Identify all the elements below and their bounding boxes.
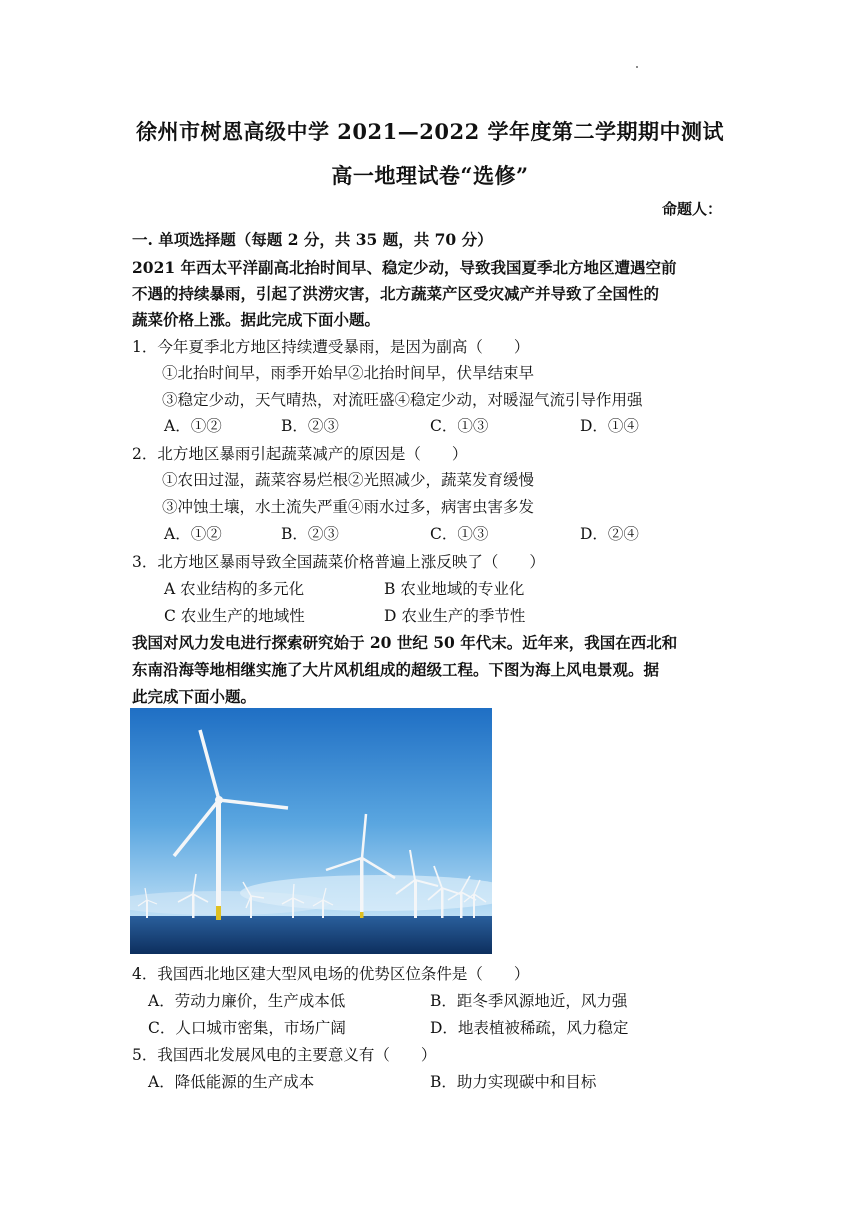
question-5-option-a: A．降低能源的生产成本	[148, 1073, 315, 1091]
question-4-option-b: B．距冬季风源地近，风力强	[430, 992, 628, 1010]
question-2-option-c: C．①③	[430, 525, 489, 543]
question-1-option-d: D．①④	[580, 417, 639, 435]
question-2-option-a: A．①②	[164, 525, 222, 543]
passage1-line: 蔬菜价格上涨。据此完成下面小题。	[132, 310, 381, 329]
question-1-statement: ③稳定少动，天气晴热，对流旺盛④稳定少动，对暖湿气流引导作用强	[162, 391, 643, 409]
question-4-option-d: D．地表植被稀疏，风力稳定	[430, 1019, 629, 1037]
question-3-option-a: A 农业结构的多元化	[164, 580, 305, 598]
question-5-option-b: B．助力实现碳中和目标	[430, 1073, 597, 1091]
passage2-line: 此完成下面小题。	[132, 687, 257, 706]
offshore-wind-farm-photo	[130, 708, 492, 954]
passage1-line: 2021 年西太平洋副高北抬时间早、稳定少动，导致我国夏季北方地区遭遇空前	[132, 258, 677, 277]
question-2-statement: ①农田过湿，蔬菜容易烂根②光照减少，蔬菜发育缓慢	[162, 471, 535, 489]
question-3-option-d: D 农业生产的季节性	[384, 607, 526, 625]
exam-title: 徐州市树恩高级中学 2021—2022 学年度第二学期期中测试	[135, 119, 724, 144]
question-2-option-d: D．②④	[580, 525, 639, 543]
passage2-line: 我国对风力发电进行探索研究始于 20 世纪 50 年代末。近年来，我国在西北和	[132, 633, 678, 652]
passage2-line: 东南沿海等地相继实施了大片风机组成的超级工程。下图为海上风电景观。据	[132, 660, 660, 679]
question-2-option-b: B．②③	[281, 525, 339, 543]
question-2-stem: 2．北方地区暴雨引起蔬菜减产的原因是（ ）	[132, 445, 468, 463]
question-2-statement: ③冲蚀土壤，水土流失严重④雨水过多，病害虫害多发	[162, 498, 535, 516]
question-5-stem: 5．我国西北发展风电的主要意义有（ ）	[132, 1046, 437, 1064]
question-4-stem: 4．我国西北地区建大型风电场的优势区位条件是（ ）	[132, 965, 530, 983]
question-4-option-a: A．劳动力廉价，生产成本低	[148, 992, 346, 1010]
question-4-option-c: C．人口城市密集，市场广阔	[148, 1019, 346, 1037]
question-1-stem: 1．今年夏季北方地区持续遭受暴雨，是因为副高（ ）	[132, 338, 530, 356]
question-1-statement: ①北抬时间早，雨季开始早②北抬时间早，伏旱结束早	[162, 364, 535, 382]
section-heading: 一. 单项选择题（每题 2 分，共 35 题，共 70 分）	[132, 230, 493, 249]
exam-subtitle: 高一地理试卷“选修”	[331, 163, 529, 188]
question-3-stem: 3．北方地区暴雨导致全国蔬菜价格普遍上涨反映了（ ）	[132, 553, 545, 571]
question-3-option-b: B 农业地域的专业化	[384, 580, 525, 598]
stray-dot	[636, 66, 638, 68]
question-1-option-c: C．①③	[430, 417, 489, 435]
question-1-option-b: B．②③	[281, 417, 339, 435]
author-label: 命题人：	[662, 200, 723, 218]
question-3-option-c: C 农业生产的地域性	[164, 607, 305, 625]
passage1-line: 不遇的持续暴雨，引起了洪涝灾害，北方蔬菜产区受灾减产并导致了全国性的	[132, 284, 660, 303]
question-1-option-a: A．①②	[164, 417, 222, 435]
